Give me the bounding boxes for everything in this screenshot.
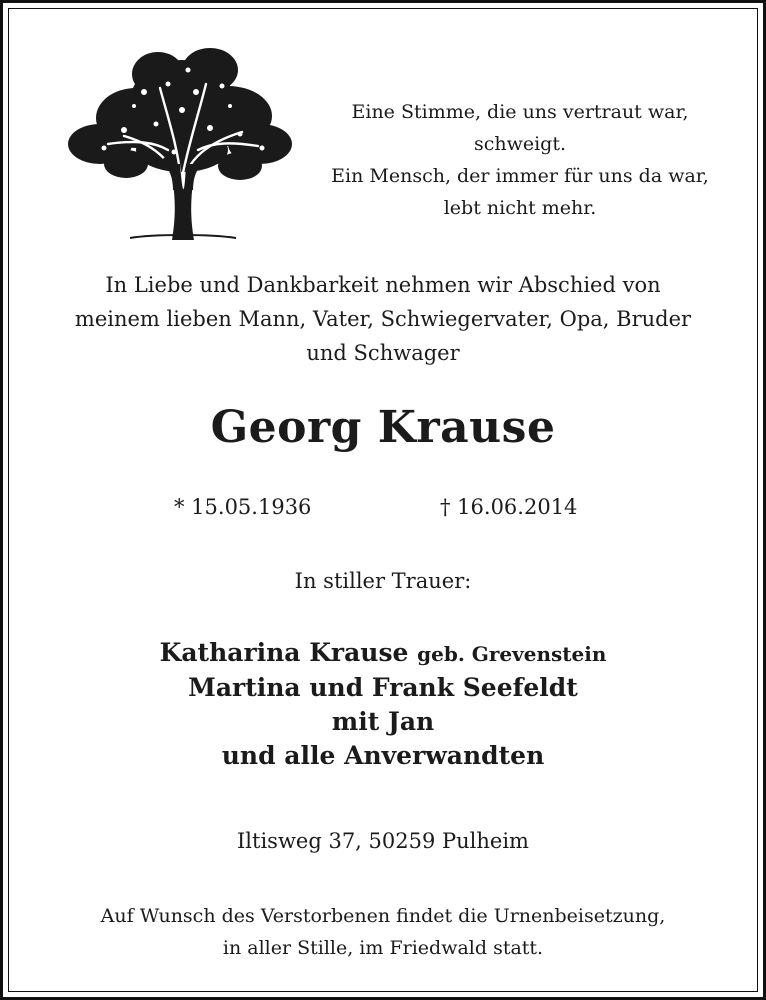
- verse-line: Ein Mensch, der immer für uns da war,: [331, 165, 709, 187]
- verse-line: lebt nicht mehr.: [443, 197, 597, 219]
- intro-line: und Schwager: [306, 341, 460, 365]
- family-list: [0, 636, 766, 773]
- intro-line: meinem lieben Mann, Vater, Schwiegervater, Opa, Bruder: [74, 307, 692, 331]
- verse: [320, 96, 720, 224]
- intro-line: In Liebe und Dankbarkeit nehmen wir Abschied von: [105, 273, 661, 297]
- family-line-4: und alle Anverwandten: [221, 741, 545, 770]
- deceased-name: Georg Krause: [210, 402, 556, 453]
- note-line: in aller Stille, im Friedwald statt.: [222, 937, 544, 959]
- verse-line: schweigt.: [473, 133, 567, 155]
- family-line-1: [0, 636, 766, 671]
- death-date: † 16.06.2014: [440, 495, 578, 519]
- address: Iltisweg 37, 50259 Pulheim: [237, 829, 529, 853]
- family-line-3: mit Jan: [331, 707, 435, 736]
- verse-line: Eine Stimme, die uns vertraut war,: [351, 101, 689, 123]
- mourning-label: In stiller Trauer:: [294, 569, 472, 593]
- intro-text: [0, 268, 766, 370]
- tree-icon: [64, 40, 300, 240]
- birth-date: * 15.05.1936: [174, 495, 312, 519]
- spouse-name: Katharina Krause: [159, 638, 409, 667]
- family-line-2: Martina und Frank Seefeldt: [188, 673, 578, 702]
- burial-note: [0, 900, 766, 964]
- maiden-name: geb. Grevenstein: [417, 642, 607, 666]
- note-line: Auf Wunsch des Verstorbenen findet die Urnenbeisetzung,: [100, 905, 666, 927]
